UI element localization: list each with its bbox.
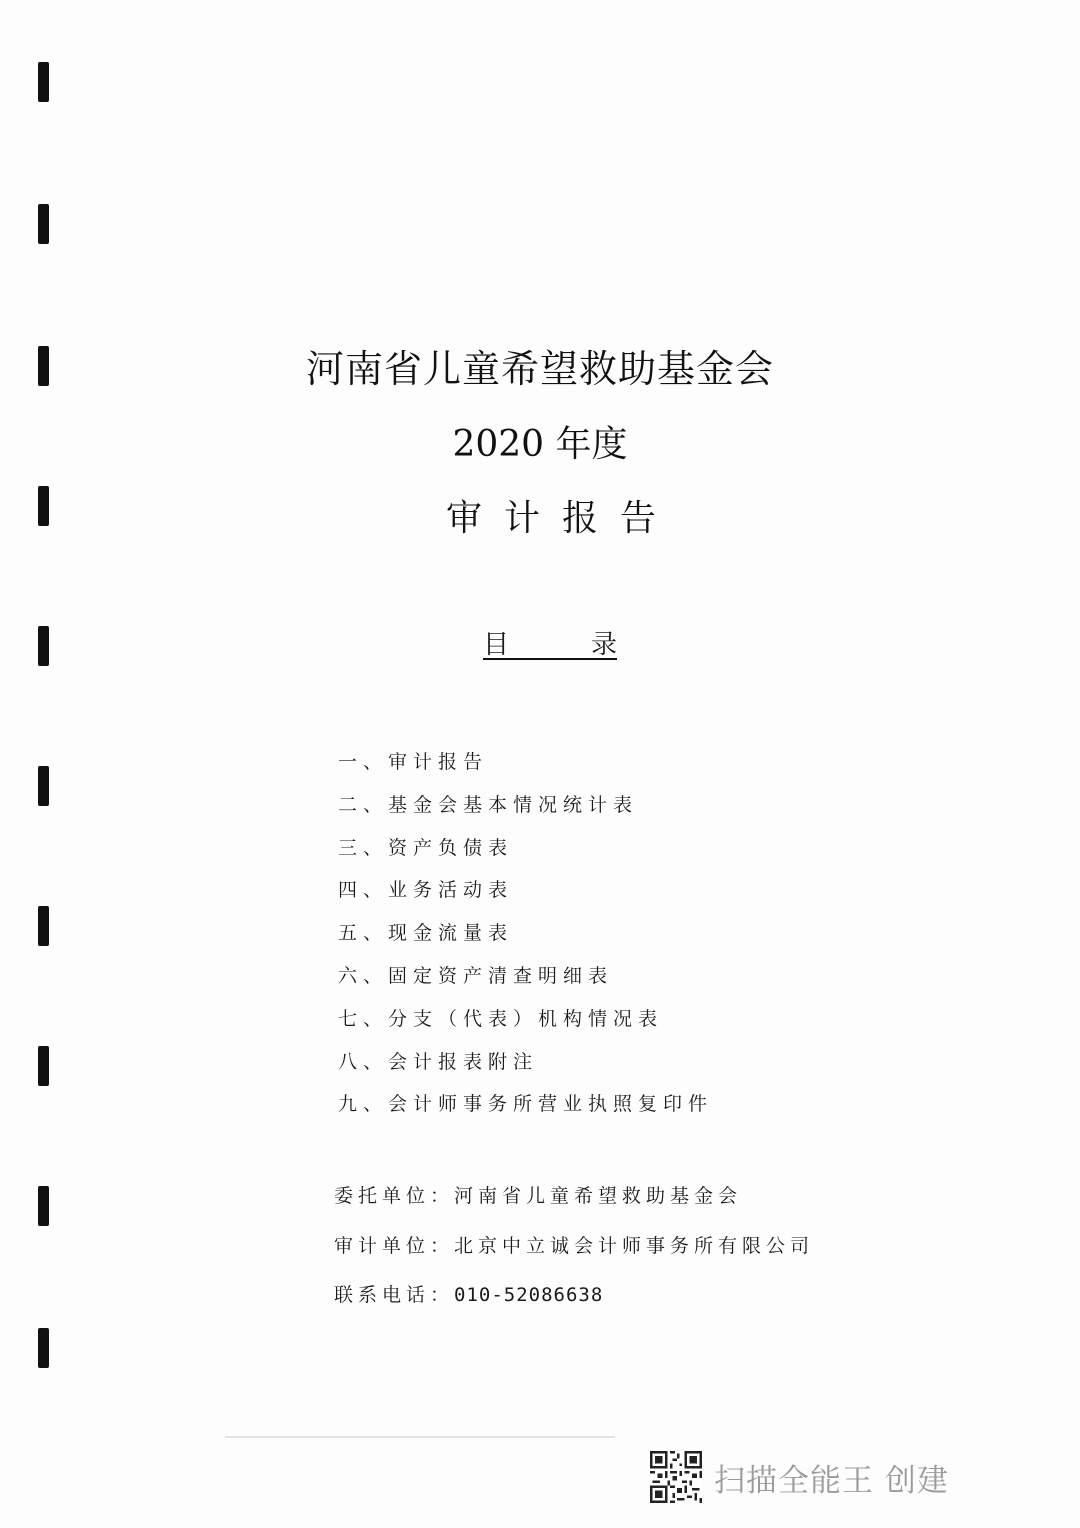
binding-mark [38, 1328, 49, 1368]
client-label: 委托单位： [334, 1185, 455, 1207]
toc-item: 九、会计师事务所营业执照复印件 [338, 1093, 714, 1116]
binding-mark [38, 1046, 49, 1086]
binding-mark [38, 1186, 49, 1226]
document-title-report: 审计报告 [445, 498, 678, 539]
scan-artifact-line [225, 1436, 615, 1438]
toc-heading-right: 录 [590, 630, 617, 660]
phone-row [334, 1277, 814, 1327]
toc-item: 五、现金流量表 [338, 922, 514, 945]
client-row [334, 1178, 814, 1228]
toc-item: 三、资产负债表 [338, 836, 514, 859]
toc-item: 二、基金会基本情况统计表 [338, 793, 639, 816]
info-block [334, 1178, 814, 1327]
qr-code-icon [650, 1451, 702, 1503]
toc-item: 八、会计报表附注 [338, 1050, 539, 1073]
toc-item: 四、业务活动表 [338, 879, 514, 902]
auditor-row [334, 1228, 814, 1278]
toc-item: 一、审计报告 [338, 751, 489, 773]
scanner-watermark [650, 1447, 949, 1507]
client-value: 河南省儿童希望救助基金会 [454, 1185, 743, 1207]
watermark-text: 扫描全能王 创建 [714, 1462, 949, 1499]
toc-item: 七、分支（代表）机构情况表 [338, 1007, 664, 1030]
phone-label: 联系电话： [334, 1284, 455, 1306]
toc-heading [483, 622, 617, 660]
toc-heading-left: 目 [483, 630, 510, 660]
document-title-year: 2020 年度 [452, 424, 628, 465]
binding-mark [38, 906, 49, 946]
toc-list [338, 745, 713, 1130]
auditor-value: 北京中立诚会计师事务所有限公司 [454, 1234, 815, 1257]
auditor-label: 审计单位： [334, 1234, 455, 1257]
binding-mark [38, 62, 49, 102]
binding-mark [38, 204, 49, 244]
document-title-organization: 河南省儿童希望救助基金会 [305, 347, 774, 391]
phone-value: 010-52086638 [454, 1284, 604, 1306]
binding-mark [38, 766, 49, 806]
binding-mark [38, 626, 49, 666]
toc-item: 六、固定资产清查明细表 [338, 964, 614, 987]
